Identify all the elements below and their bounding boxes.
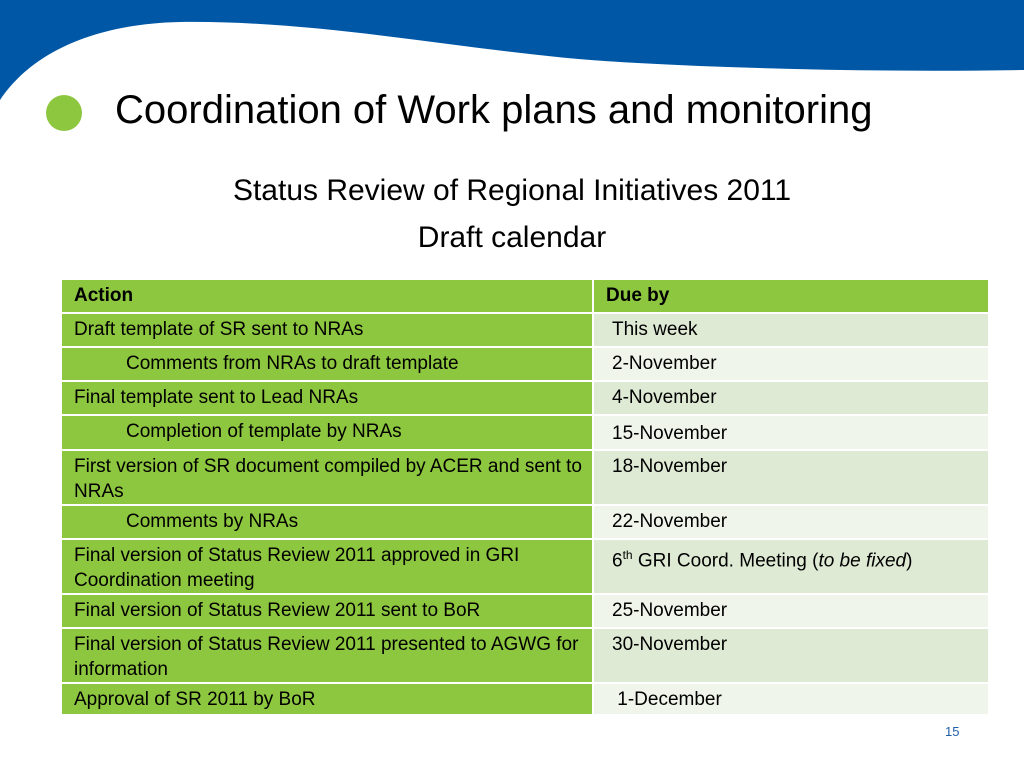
action-cell: Completion of template by NRAs [61, 415, 593, 450]
action-cell: Final version of Status Review 2011 presented to AGWG for information [61, 628, 593, 683]
subtitle-line-1: Status Review of Regional Initiatives 2011 [232, 174, 792, 207]
due-ordinal: 6 [612, 550, 623, 572]
calendar-table [60, 278, 990, 716]
table-header-row [61, 279, 989, 313]
action-cell: Comments from NRAs to draft template [61, 347, 593, 381]
column-header-due-by: Due by [593, 279, 989, 313]
slide-title: Coordination of Work plans and monitoring [115, 88, 873, 132]
action-cell: Final version of Status Review 2011 sent to BoR [61, 594, 593, 628]
title-bullet [46, 95, 82, 131]
due-cell: This week [593, 313, 989, 347]
table-row [61, 539, 989, 594]
table-row [61, 505, 989, 539]
action-cell: Final version of Status Review 2011 approved in GRI Coordination meeting [61, 539, 593, 594]
page-number: 15 [945, 724, 960, 739]
due-cell: 25-November [593, 594, 989, 628]
due-ordinal-suffix: th [622, 548, 633, 562]
column-header-action: Action [61, 279, 593, 313]
table-row [61, 594, 989, 628]
due-note: to be fixed [818, 550, 907, 572]
action-cell: Draft template of SR sent to NRAs [61, 313, 593, 347]
due-cell: 1-December [593, 683, 989, 715]
due-cell [593, 539, 989, 594]
due-cell: 30-November [593, 628, 989, 683]
due-cell: 4-November [593, 381, 989, 415]
table-row [61, 381, 989, 415]
table-row [61, 347, 989, 381]
table-row [61, 450, 989, 505]
action-cell: First version of SR document compiled by ACER and sent to NRAs [61, 450, 593, 505]
table-row [61, 313, 989, 347]
due-cell: 22-November [593, 505, 989, 539]
action-cell: Final template sent to Lead NRAs [61, 381, 593, 415]
due-text-end: ) [906, 550, 913, 572]
action-cell: Comments by NRAs [61, 505, 593, 539]
due-text: GRI Coord. Meeting ( [632, 550, 819, 572]
due-cell: 15-November [593, 415, 989, 450]
subtitle-line-2: Draft calendar [417, 221, 607, 254]
due-cell: 2-November [593, 347, 989, 381]
table-row [61, 683, 989, 715]
due-cell: 18-November [593, 450, 989, 505]
table-row [61, 415, 989, 450]
table-row [61, 628, 989, 683]
action-cell: Approval of SR 2011 by BoR [61, 683, 593, 715]
